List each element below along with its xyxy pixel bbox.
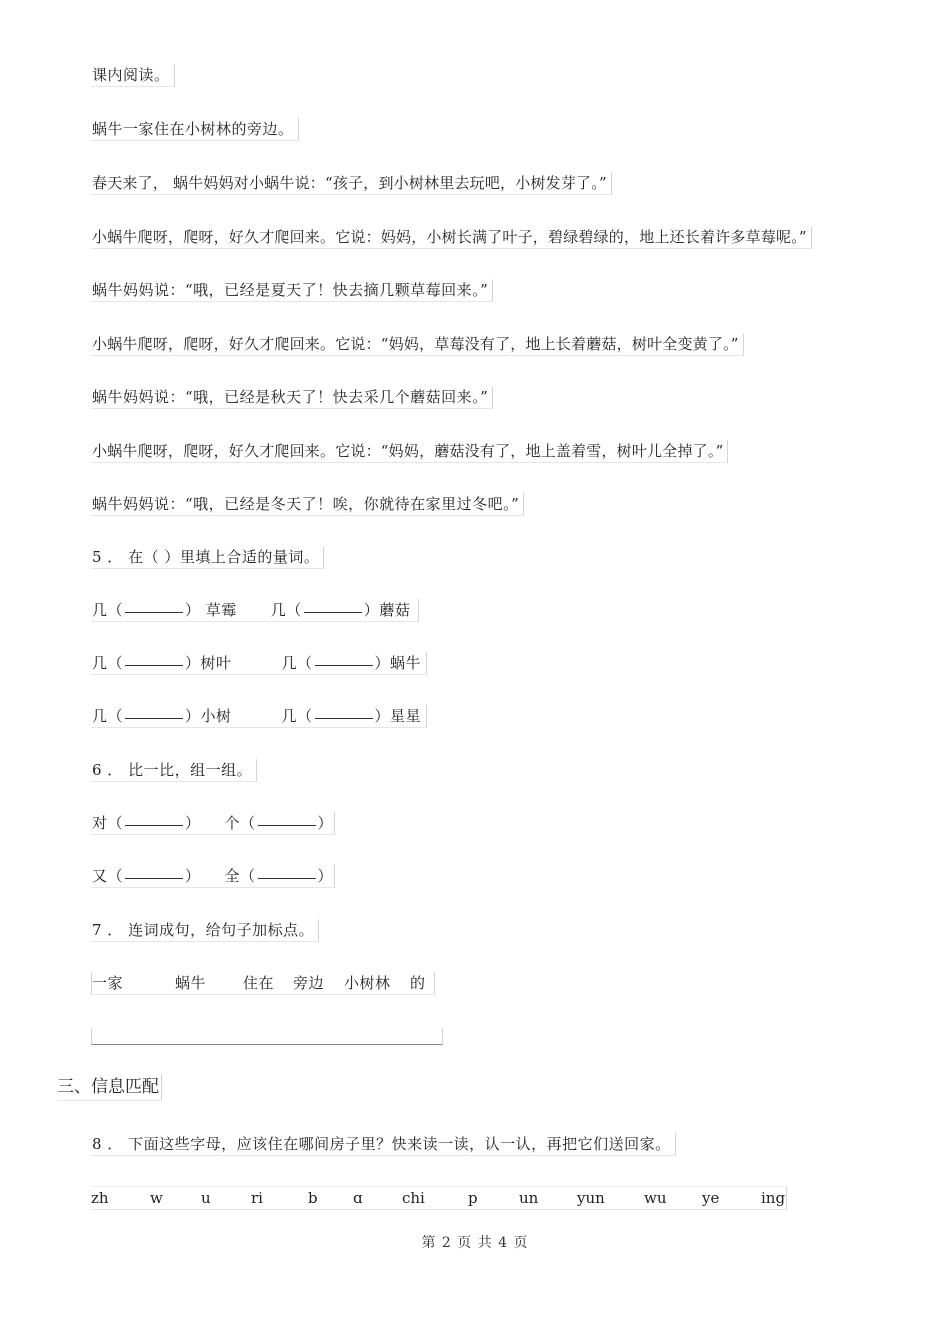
q6-suffix: ）	[317, 814, 334, 832]
answer-blank[interactable]	[315, 653, 373, 666]
answer-blank[interactable]	[125, 653, 183, 666]
q8-letters-row	[91, 1186, 787, 1210]
q6-prefix: 个（	[224, 814, 256, 832]
q5-row	[91, 599, 419, 622]
q6-suffix: ）	[317, 867, 334, 885]
q5-prefix: 几（	[281, 707, 313, 725]
q6-row	[91, 865, 335, 888]
reading-line: 小蜗牛爬呀，爬呀，好久才爬回来。它说：“妈妈，蘑菇没有了，地上盖着雪，树叶儿全掉了。”	[91, 440, 728, 463]
pinyin-letter: w	[150, 1189, 163, 1207]
question-8-title: 8 ． 下面这些字母，应该住在哪间房子里？快来读一读，认一认，再把它们送回家。	[91, 1133, 676, 1156]
q6-suffix: ）	[185, 867, 201, 885]
pinyin-letter: b	[308, 1189, 318, 1207]
answer-blank[interactable]	[125, 866, 183, 879]
q7-word: 的	[410, 974, 426, 992]
pinyin-letter: wu	[644, 1189, 667, 1207]
pinyin-letter: un	[519, 1189, 539, 1207]
q5-row	[91, 652, 427, 675]
q7-word-bank	[91, 972, 435, 995]
q6-row	[91, 812, 335, 835]
reading-line: 小蜗牛爬呀，爬呀，好久才爬回来。它说：妈妈，小树长满了叶子，碧绿碧绿的，地上还长着许多草莓呢。”	[91, 226, 812, 249]
answer-blank[interactable]	[315, 706, 373, 719]
answer-blank[interactable]	[258, 866, 316, 879]
q7-word: 一家	[92, 974, 124, 992]
reading-line: 蜗牛妈妈说：“哦，已经是秋天了！快去采几个蘑菇回来。”	[91, 386, 493, 409]
q7-word: 小树林	[344, 974, 391, 992]
reading-line: 蜗牛妈妈说：“哦，已经是夏天了！快去摘几颗草莓回来。”	[91, 279, 493, 302]
pinyin-letter: ye	[702, 1189, 720, 1207]
answer-blank[interactable]	[258, 813, 316, 826]
q7-word: 蜗牛	[175, 974, 207, 992]
pinyin-letter: p	[468, 1189, 478, 1207]
q5-prefix: 几（	[92, 601, 124, 619]
answer-blank[interactable]	[125, 706, 183, 719]
pinyin-letter: chi	[402, 1189, 425, 1207]
q5-prefix: 几（	[281, 654, 313, 672]
page-footer: 第 2 页 共 4 页	[421, 1235, 529, 1251]
reading-heading: 课内阅读。	[91, 64, 175, 87]
question-6-title: 6 ． 比一比，组一组。	[91, 759, 257, 782]
q5-suffix: ）星星	[374, 707, 422, 725]
pinyin-letter: ing	[761, 1189, 786, 1207]
pinyin-letter: ɑ	[353, 1189, 363, 1207]
q5-prefix: 几（	[92, 707, 124, 725]
q5-prefix: 几（	[270, 601, 302, 619]
question-7-title: 7 ． 连词成句，给句子加标点。	[91, 919, 319, 942]
q5-suffix: ）蜗牛	[374, 654, 422, 672]
pinyin-letter: u	[201, 1189, 211, 1207]
answer-blank[interactable]	[125, 600, 183, 613]
q5-suffix: ）小树	[185, 707, 232, 725]
pinyin-letter: zh	[91, 1189, 109, 1207]
answer-blank[interactable]	[125, 813, 183, 826]
q5-suffix: ） 草霉	[185, 601, 237, 619]
q5-suffix: ）树叶	[185, 654, 232, 672]
q5-prefix: 几（	[92, 654, 124, 672]
answer-blank[interactable]	[304, 600, 362, 613]
q6-suffix: ）	[185, 814, 201, 832]
q5-row	[91, 705, 427, 728]
reading-line: 蜗牛妈妈说：“哦，已经是冬天了！唉，你就待在家里过冬吧。”	[91, 493, 524, 516]
question-5-title: 5 ． 在（ ）里填上合适的量词。	[91, 546, 324, 569]
q7-answer-line[interactable]	[91, 1028, 443, 1045]
q6-prefix: 全（	[224, 867, 256, 885]
pinyin-letter: yun	[577, 1189, 605, 1207]
q5-suffix: ）蘑菇	[363, 601, 411, 619]
reading-line: 蜗牛一家住在小树林的旁边。	[91, 118, 299, 141]
pinyin-letter: ri	[251, 1189, 263, 1207]
q6-prefix: 又（	[92, 867, 124, 885]
reading-line: 春天来了， 蜗牛妈妈对小蜗牛说：“孩子，到小树林里去玩吧，小树发芽了。”	[91, 172, 612, 195]
section-3-heading: 三、信息匹配	[57, 1074, 162, 1101]
reading-line: 小蜗牛爬呀，爬呀，好久才爬回来。它说：“妈妈，草莓没有了，地上长着蘑菇，树叶全变黄了。”	[91, 333, 744, 356]
q6-prefix: 对（	[92, 814, 124, 832]
q7-word: 旁边	[293, 974, 325, 992]
q7-word: 住在	[243, 974, 275, 992]
